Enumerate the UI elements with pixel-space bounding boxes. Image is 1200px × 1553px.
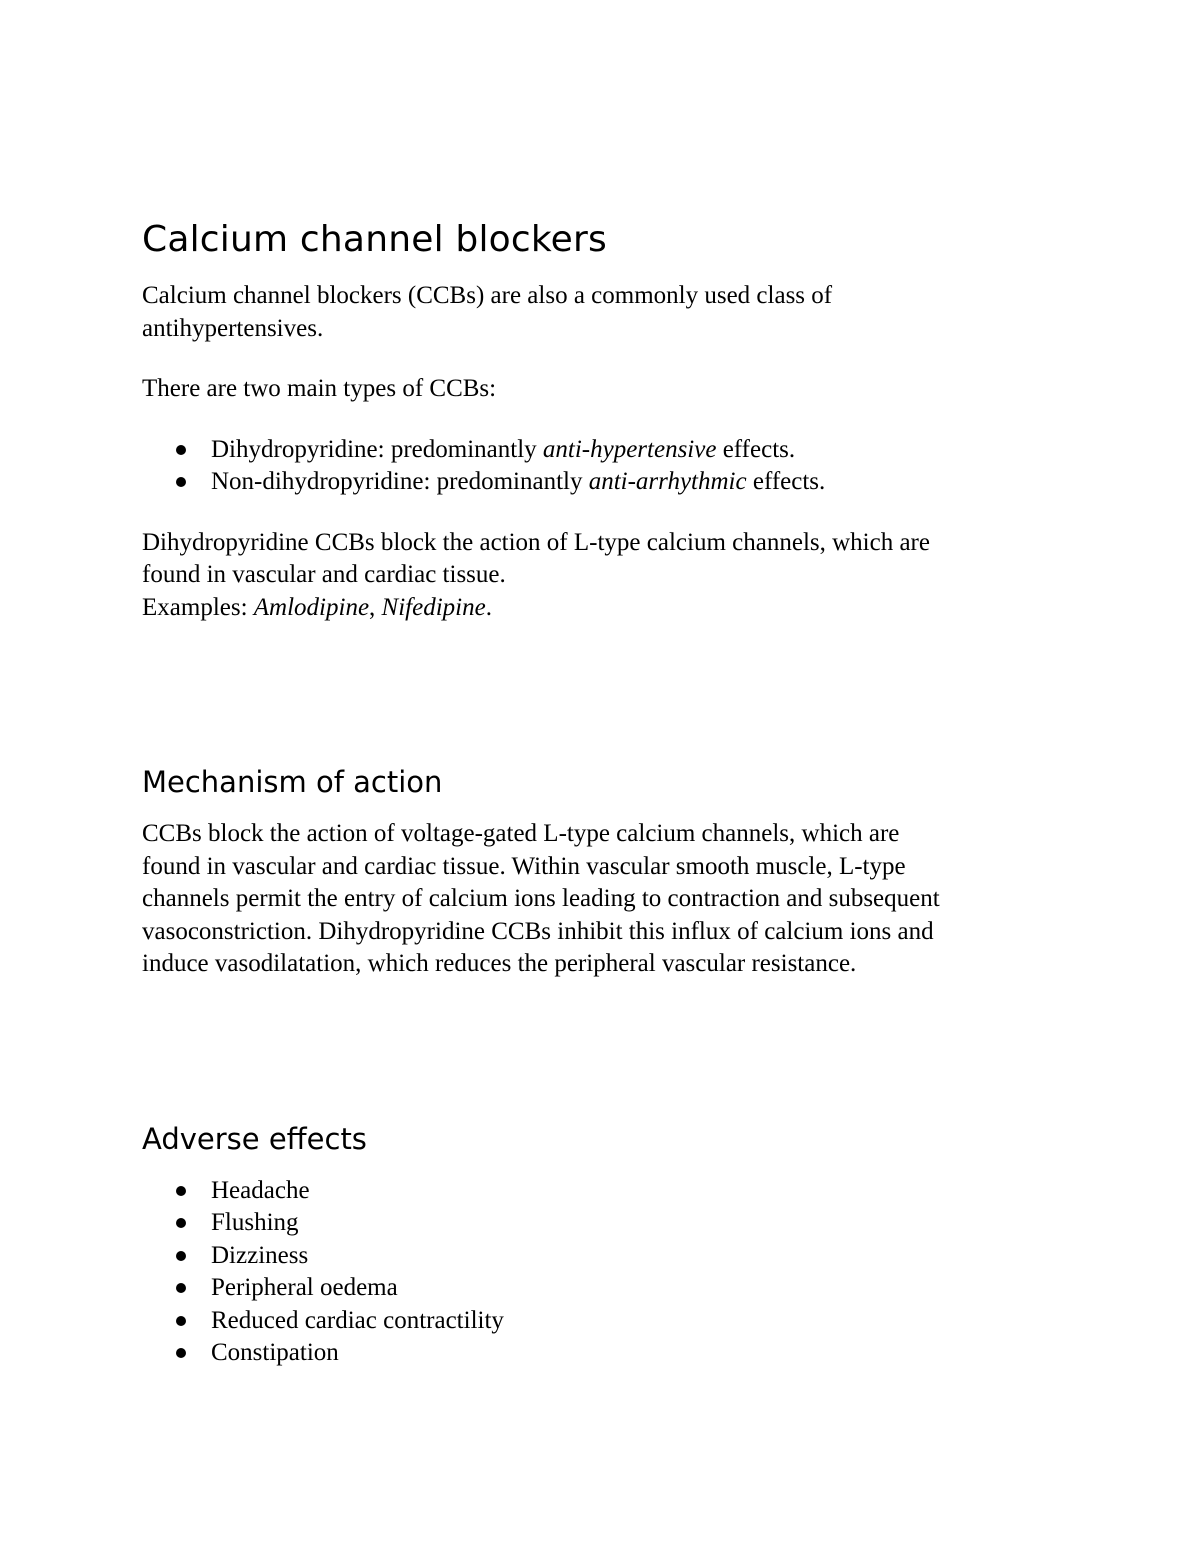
dihydropyridine-paragraph	[142, 527, 1072, 625]
intro-line-1: Calcium channel blockers (CCBs) are also a commonly used class of	[142, 282, 833, 309]
mechanism-heading: Mechanism of action	[142, 765, 443, 799]
document-body	[142, 214, 1072, 1370]
ccb-types-list	[142, 434, 1072, 499]
list-item: Flushing	[142, 1207, 1072, 1240]
intro-paragraph	[142, 280, 1072, 345]
types-intro: There are two main types of CCBs:	[142, 375, 497, 402]
dhp-line-1: Dihydropyridine CCBs block the action of L-type calcium channels, which are	[142, 528, 930, 556]
bullet-icon	[176, 1251, 186, 1261]
mechanism-line-1: CCBs block the action of voltage-gated L-type calcium channels, which are	[142, 820, 900, 847]
mechanism-line-3: channels permit the entry of calcium ions leading to contraction and subsequent	[142, 885, 940, 912]
bullet-icon	[176, 445, 186, 455]
bullet-icon	[176, 1283, 186, 1293]
mechanism-line-2: found in vascular and cardiac tissue. Within vascular smooth muscle, L-type	[142, 852, 906, 880]
list-item: Non-dihydropyridine: predominantly anti-arrhythmic effects.	[142, 466, 1072, 499]
mechanism-line-5: induce vasodilatation, which reduces the peripheral vascular resistance.	[142, 950, 857, 977]
bullet-icon	[176, 1218, 186, 1228]
page-title: Calcium channel blockers	[142, 219, 607, 260]
bullet-icon	[176, 477, 186, 487]
list-item: Reduced cardiac contractility	[142, 1305, 1072, 1338]
bullet-icon	[176, 1348, 186, 1358]
mechanism-paragraph	[142, 818, 1072, 981]
adverse-effects-heading: Adverse effects	[142, 1121, 367, 1156]
bullet-icon	[176, 1186, 186, 1196]
list-item: Constipation	[142, 1337, 1072, 1370]
list-item: Peripheral oedema	[142, 1272, 1072, 1305]
mechanism-line-4: vasoconstriction. Dihydropyridine CCBs inhibit this influx of calcium ions and	[142, 917, 934, 945]
examples-line: Examples: Amlodipine, Nifedipine.	[142, 593, 492, 621]
list-item: Headache	[142, 1175, 1072, 1208]
list-item: Dihydropyridine: predominantly anti-hypertensive effects.	[142, 434, 1072, 467]
bullet-icon	[176, 1316, 186, 1326]
list-item: Dizziness	[142, 1240, 1072, 1273]
adverse-effects-list	[142, 1175, 1072, 1370]
intro-line-2: antihypertensives.	[142, 314, 324, 342]
dhp-line-2: found in vascular and cardiac tissue.	[142, 561, 506, 588]
